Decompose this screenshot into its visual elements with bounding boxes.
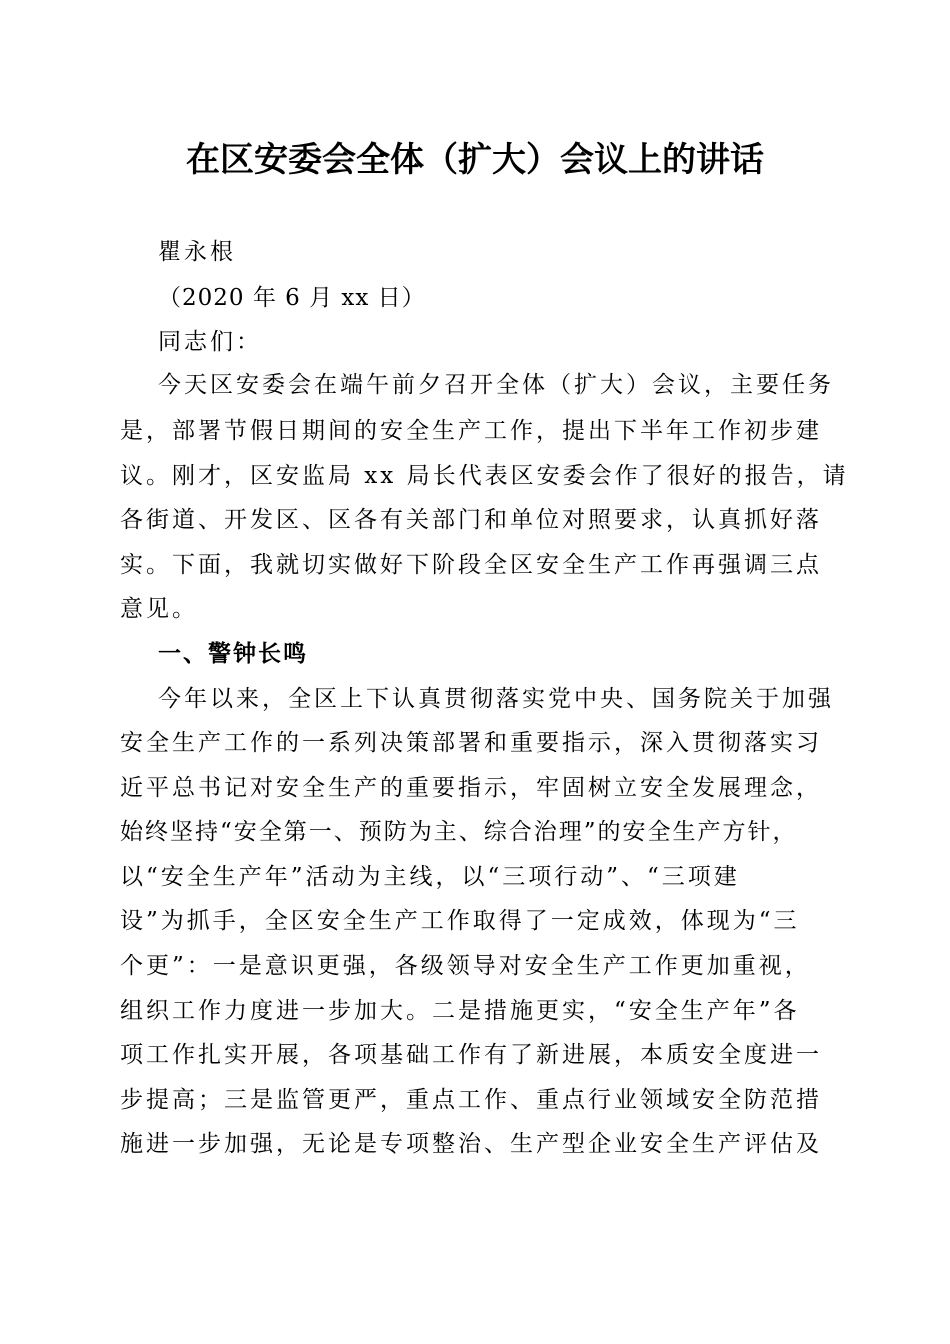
paragraph-line: 今天区安委会在端午前夕召开全体（扩大）会议，主要任务 bbox=[158, 372, 834, 398]
document-title: 在区安委会全体（扩大）会议上的讲话 bbox=[186, 140, 764, 180]
author-name: 瞿永根 bbox=[158, 239, 236, 265]
paragraph-line: 项工作扎实开展，各项基础工作有了新进展，本质安全度进一 bbox=[120, 1042, 822, 1068]
section-heading: 一、警钟长鸣 bbox=[158, 641, 308, 667]
paragraph-line: 始终坚持“安全第一、预防为主、综合治理”的安全生产方针， bbox=[120, 819, 798, 845]
paragraph-line: 意见。 bbox=[120, 596, 198, 622]
paragraph-line: 安全生产工作的一系列决策部署和重要指示，深入贯彻落实习 bbox=[120, 730, 822, 756]
paragraph-line: 步提高；三是监管更严，重点工作、重点行业领域安全防范措 bbox=[120, 1087, 822, 1113]
salutation: 同志们： bbox=[158, 329, 262, 355]
paragraph-line: 议。刚才，区安监局 xx 局长代表区安委会作了很好的报告，请 bbox=[120, 463, 849, 489]
paragraph-line: 以“安全生产年”活动为主线，以“三项行动”、“三项建 bbox=[120, 864, 740, 890]
paragraph-line: 近平总书记对安全生产的重要指示，牢固树立安全发展理念， bbox=[120, 775, 822, 801]
paragraph-line: 今年以来，全区上下认真贯彻落实党中央、国务院关于加强 bbox=[158, 686, 834, 712]
paragraph-line: 各街道、开发区、区各有关部门和单位对照要求，认真抓好落 bbox=[120, 507, 822, 533]
paragraph-line: 设”为抓手，全区安全生产工作取得了一定成效，体现为“三 bbox=[120, 908, 800, 934]
paragraph-line: 个更”：一是意识更强，各级领导对安全生产工作更加重视， bbox=[120, 953, 811, 979]
paragraph-line: 实。下面，我就切实做好下阶段全区安全生产工作再强调三点 bbox=[120, 552, 822, 578]
paragraph-line: 组织工作力度进一步加大。二是措施更实，“安全生产年”各 bbox=[120, 998, 800, 1024]
speech-date: （2020 年 6 月 xx 日） bbox=[158, 285, 426, 311]
paragraph-line: 是，部署节假日期间的安全生产工作，提出下半年工作初步建 bbox=[120, 418, 822, 444]
paragraph-line: 施进一步加强，无论是专项整治、生产型企业安全生产评估及 bbox=[120, 1131, 822, 1157]
